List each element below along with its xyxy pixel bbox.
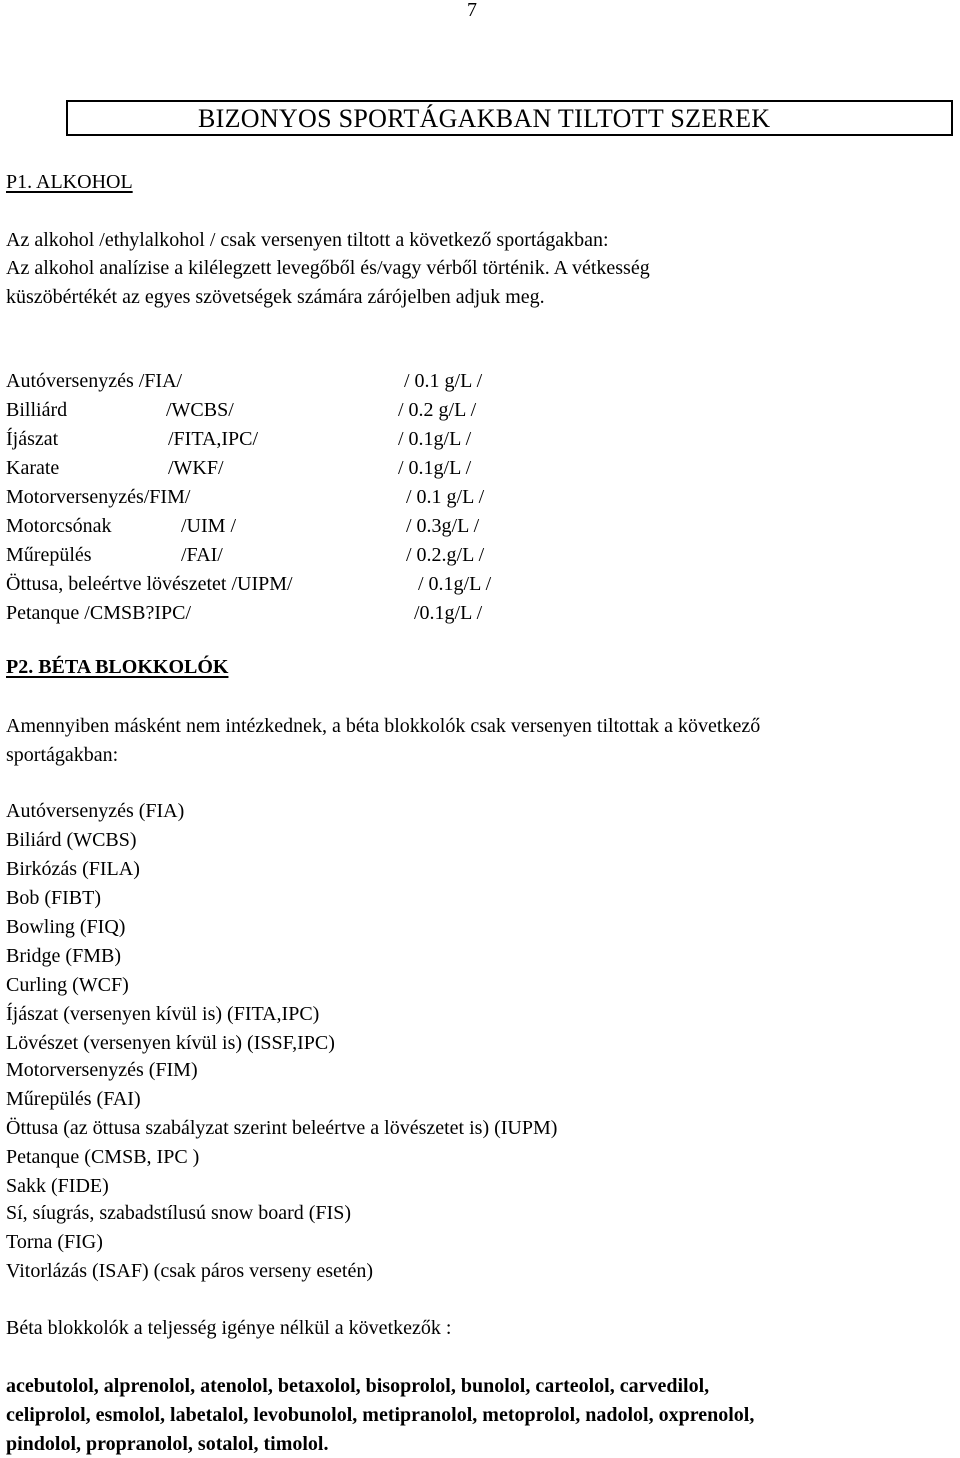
- list-item: Biliárd (WCBS): [6, 829, 137, 851]
- threshold-value: / 0.3g/L /: [406, 515, 480, 537]
- threshold-value: / 0.1g/L /: [398, 428, 472, 450]
- threshold-value: / 0.1g/L /: [418, 573, 492, 595]
- list-item: Motorversenyzés (FIM): [6, 1059, 198, 1081]
- drug-list-line: acebutolol, alprenolol, atenolol, betaxolol, bisoprolol, bunolol, carteolol, carvedilol,: [6, 1375, 710, 1397]
- paragraph-line: Az alkohol /ethylalkohol / csak versenyen tiltott a következő sportágakban:: [6, 229, 609, 251]
- sport-name: Karate: [6, 457, 60, 479]
- title-box: [66, 100, 953, 136]
- drug-list-line: pindolol, propranolol, sotalol, timolol.: [6, 1433, 329, 1455]
- section-heading-beta-blockers: P2. BÉTA BLOKKOLÓK: [6, 656, 229, 678]
- list-item: Torna (FIG): [6, 1231, 103, 1253]
- threshold-value: / 0.2 g/L /: [398, 399, 477, 421]
- threshold-value: / 0.2.g/L /: [406, 544, 485, 566]
- paragraph-line: sportágakban:: [6, 744, 119, 766]
- sport-name: Autóversenyzés /FIA/: [6, 370, 183, 392]
- threshold-value: / 0.1 g/L /: [406, 486, 485, 508]
- list-item: Bridge (FMB): [6, 945, 121, 967]
- list-item: Vitorlázás (ISAF) (csak páros verseny esetén): [6, 1260, 374, 1282]
- threshold-value: / 0.1g/L /: [398, 457, 472, 479]
- list-item: Bowling (FIQ): [6, 916, 126, 938]
- list-item: Műrepülés (FAI): [6, 1088, 141, 1110]
- list-item: Bob (FIBT): [6, 887, 101, 909]
- paragraph-line: Amennyiben másként nem intézkednek, a béta blokkolók csak versenyen tiltottak a következő: [6, 715, 761, 737]
- drug-list-line: celiprolol, esmolol, labetalol, levobunolol, metipranolol, metoprolol, nadolol, oxprenolol,: [6, 1404, 755, 1426]
- list-item: Sí, síugrás, szabadstílusú snow board (FIS): [6, 1202, 351, 1224]
- list-item: Öttusa (az öttusa szabályzat szerint beleértve a lövészetet is) (IUPM): [6, 1117, 558, 1139]
- threshold-value: /0.1g/L /: [414, 602, 483, 624]
- page-title: BIZONYOS SPORTÁGAKBAN TILTOTT SZEREK: [198, 104, 771, 133]
- federation: /WKF/: [168, 457, 224, 479]
- federation: /FAI/: [181, 544, 223, 566]
- sport-name: Műrepülés: [6, 544, 92, 566]
- list-item: Sakk (FIDE): [6, 1175, 109, 1197]
- list-item: Curling (WCF): [6, 974, 129, 996]
- list-item: Birkózás (FILA): [6, 858, 140, 880]
- section-heading-alcohol: P1. ALKOHOL: [6, 171, 133, 193]
- list-item: Petanque (CMSB, IPC ): [6, 1146, 200, 1168]
- sport-name: Motorcsónak: [6, 515, 112, 537]
- sport-name: Motorversenyzés/FIM/: [6, 486, 191, 508]
- sport-name: Petanque /CMSB?IPC/: [6, 602, 192, 624]
- threshold-value: / 0.1 g/L /: [404, 370, 483, 392]
- page-number: 7: [467, 0, 477, 21]
- paragraph-line: küszöbértékét az egyes szövetségek számára zárójelben adjuk meg.: [6, 286, 545, 308]
- list-item: Autóversenyzés (FIA): [6, 800, 185, 822]
- federation: /FITA,IPC/: [168, 428, 259, 450]
- federation: /WCBS/: [166, 399, 234, 421]
- sport-name: Öttusa, beleértve lövészetet /UIPM/: [6, 573, 293, 595]
- sport-name: Íjászat: [6, 428, 59, 450]
- beta-blocker-note: Béta blokkolók a teljesség igénye nélkül a következők :: [6, 1317, 452, 1339]
- federation: /UIM /: [181, 515, 236, 537]
- list-item: Íjászat (versenyen kívül is) (FITA,IPC): [6, 1003, 320, 1025]
- sport-name: Billiárd: [6, 399, 68, 421]
- list-item: Lövészet (versenyen kívül is) (ISSF,IPC): [6, 1032, 335, 1054]
- paragraph-line: Az alkohol analízise a kilélegzett levegőből és/vagy vérből történik. A vétkesség: [6, 257, 650, 279]
